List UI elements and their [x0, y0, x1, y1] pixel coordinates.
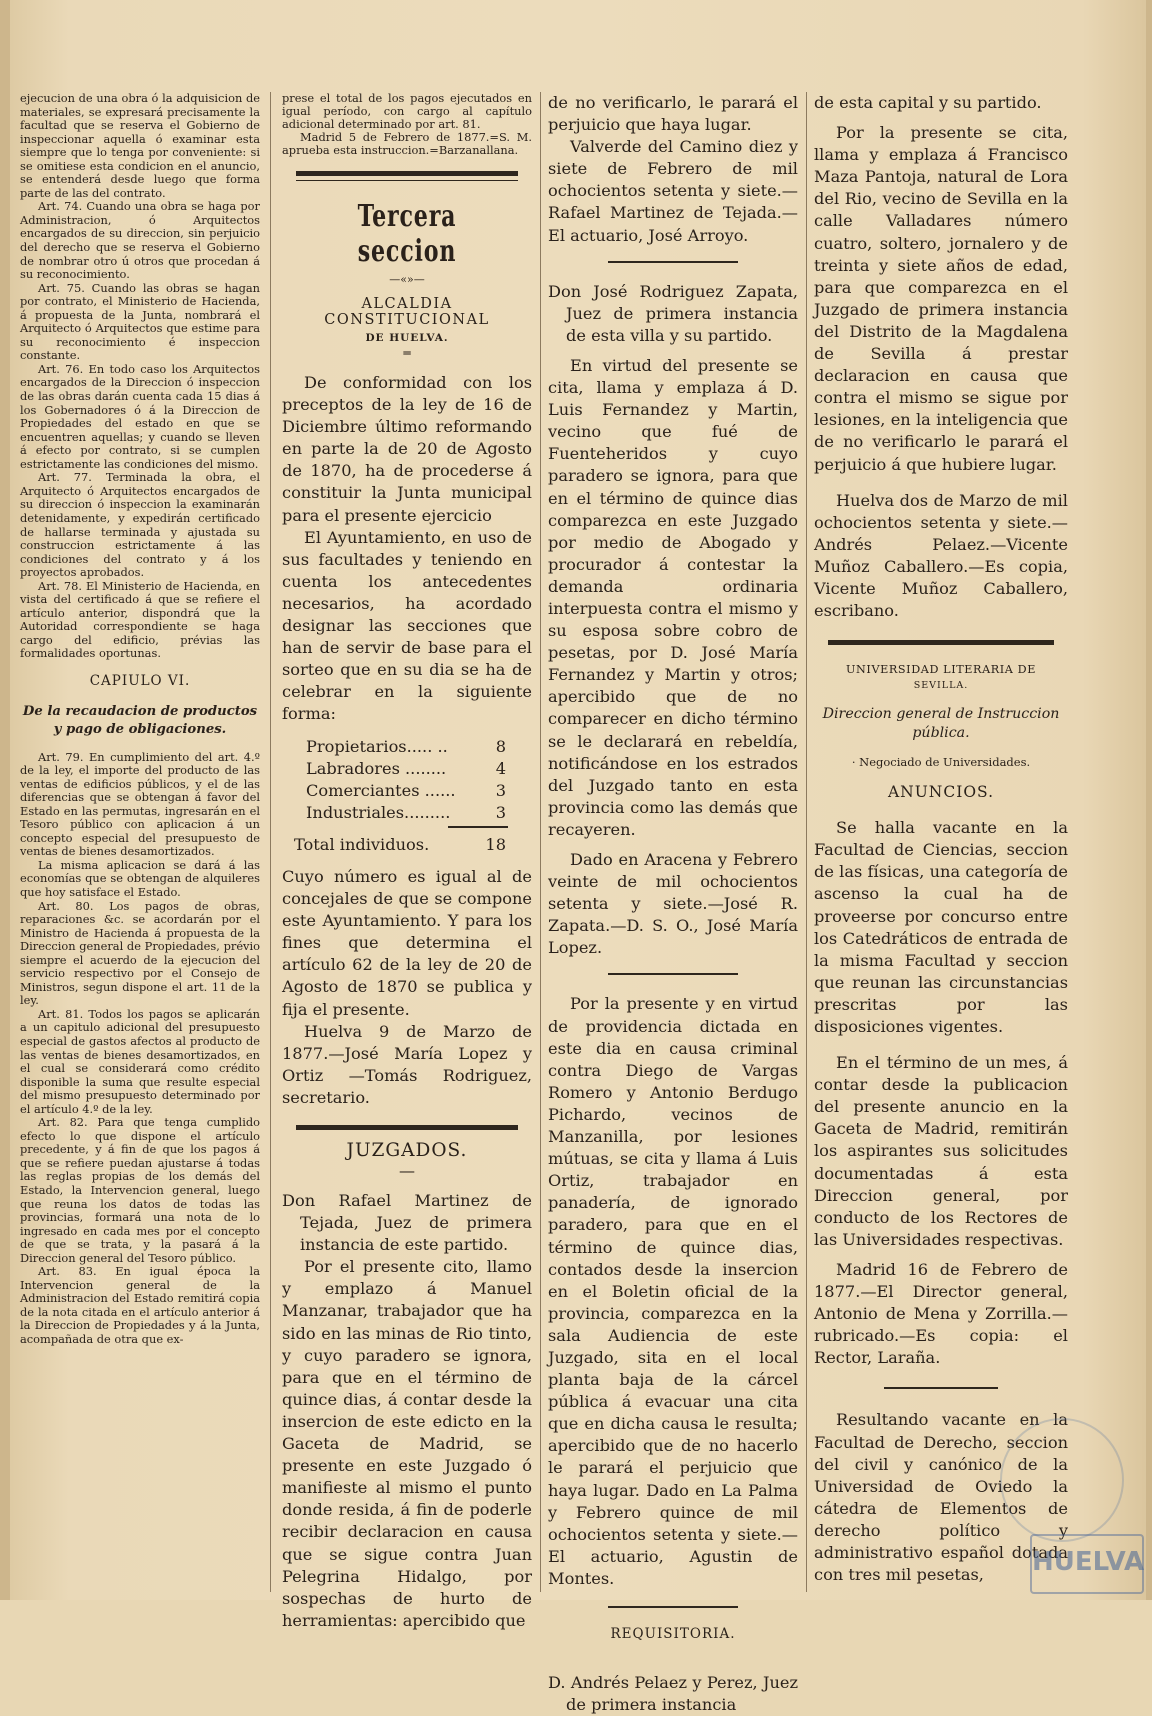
heading-direccion: Direccion general de Instruccion pública.	[822, 706, 1060, 742]
paragraph: Art. 75. Cuando las obras se hagan por contrato, el Ministerio de Hacienda, á propuesta de la Junta, nombrará el Arquitecto ó Arquitectos que estime para su reconocimiento é inspeccion constante.	[20, 280, 260, 363]
page-edge-right	[1146, 0, 1152, 1600]
paragraph: Huelva 9 de Marzo de 1877.—José María Lopez y Ortiz —Tomás Rodriguez, secretario.	[282, 1021, 532, 1107]
column-rule	[806, 92, 807, 1592]
section-title: Tercera seccion	[357, 199, 457, 269]
paragraph: Por la presente se cita, llama y emplaza á Francisco Maza Pantoja, natural de Lora del Rio, vecino de Sevilla en la calle Valladares número cuatro, soltero, jornalero y de treinta y siete años de edad, para que comparezca en el Juzgado de primera instancia del Distrito de la Magdalena de Sevilla á prestar declaracion en causa que contra el mismo se sigue por lesiones, en la inteligencia que de no verificarlo le parará el perjuicio á que hubiere lugar.	[814, 123, 1068, 474]
separator-rule	[608, 973, 738, 975]
column-rule	[540, 92, 541, 1592]
heading-juzgados: JUZGADOS.	[346, 1140, 468, 1161]
separator-rule	[608, 261, 738, 263]
paragraph: Por la presente y en virtud de providencia dictada en este dia en causa criminal contra Diego de Vargas Romero y Antonio Berdugo Pichardo, vecinos de Manzanilla, por lesiones mútuas, se cita y llama á Luis Ortiz, trabajador en panadería, de ignorado paradero, para que en el término de quince dias, contados desde la insercion en el Boletin oficial de la provincia, comparezca en la sala Audiencia de este Juzgado, sita en el local planta baja de la cárcel pública á evacuar una cita que en dicha causa le resulta; apercibido que de no hacerlo le parará el perjuicio que haya lugar. Dado en La Palma y Febrero quince de mil ochocientos setenta y siete.—El actuario, Agustin de Montes.	[548, 994, 798, 1588]
section-rule	[296, 171, 518, 176]
paragraph: Por el presente cito, llamo y emplazo á Manuel Manzanar, trabajador que ha sido en las minas de Rio tinto, y cuyo paradero se ignora, para que en el término de quince dias, á contar desde la insercion de este edicto en la Gaceta de Madrid, se presente en este Juzgado ó manifieste al mismo el punto donde resida, á fin de poderle recibir declaracion en causa que se sigue contra Juan Pelegrina Hidalgo, por sospechas de hurto de herramientas: apercibido que	[282, 1257, 532, 1630]
row-label: Comerciantes ......	[306, 780, 456, 800]
paragraph: ejecucion de una obra ó la adquisicion de materiales, se expresará precisamente la facultad que se reserva el Gobierno de inspeccionar aquella ó examinar esta siempre que lo tenga por conveniente: si se omitiese esta condicion en el anuncio, se entenderá desde luego que forma parte de las del contrato.	[20, 91, 260, 200]
paragraph: En el término de un mes, á contar desde la publicacion del presente anuncio en la Gaceta de Madrid, remitirán los aspirantes sus solicitudes documentadas á esta Direccion general, por conducto de los Rectores de las Universidades respectivas.	[814, 1053, 1068, 1249]
paragraph: Resultando vacante en la Facultad de Derecho, seccion del civil y canónico de la Universidad de Oviedo la cátedra de Elementos de derecho político y administrativo español dotada con tres mil pesetas,	[814, 1410, 1068, 1585]
column-2	[282, 91, 532, 1630]
heading-anuncios: ANUNCIOS.	[887, 783, 995, 802]
section-rule	[828, 640, 1054, 645]
paragraph: Madrid 16 de Febrero de 1877.—El Director general, Antonio de Mena y Zorrilla.—rubricado.—Es copia: el Rector, Laraña.	[814, 1259, 1068, 1368]
paragraph: Cuyo número es igual al de concejales de que se compone este Ayuntamiento. Y para los fines que determina el artículo 62 de la ley de 20 de Agosto de 1870 se publica y fija el presente.	[282, 866, 532, 1019]
row-value: 8	[495, 736, 506, 756]
column-1	[20, 92, 260, 1592]
paragraph: La misma aplicacion se dará á las economías que se obtengan de alquileres que hoy satisface el Estado.	[20, 857, 260, 899]
section-rule-thin	[296, 180, 518, 181]
total-label: Total individuos.	[294, 834, 430, 854]
separator-rule	[608, 1606, 738, 1608]
paragraph: En virtud del presente se cita, llama y emplaza á D. Luis Fernandez y Martin, vecino que fué de Fuenteheridos y cuyo paradero se ignora, para que en el término de quince dias comparezca en este Juzgado por medio de Abogado y procurador á contestar la demanda ordinaria interpuesta contra el mismo y su esposa sobre cobro de pesetas, por D. José María Fernandez y Martin y otros; apercibido que de no comparecer en dicho término se le declarará en rebeldía, notificándose en los estrados del Juzgado tanto en esta provincia como las demás que recayeren.	[548, 355, 798, 839]
paragraph: de no verificarlo, le parará el perjuicio que haya lugar.	[548, 93, 798, 135]
signature: Madrid 5 de Febrero de 1877.=S. M. aprueba esta instruccion.=Barzanallana.	[282, 130, 532, 157]
chapter-title: De la recaudacion de productos y pago de obligaciones.	[22, 703, 258, 737]
separator: —	[399, 1161, 415, 1180]
chapter-heading: CAPIULO VI.	[89, 672, 191, 689]
paragraph: De conformidad con los preceptos de la ley de 16 de Diciembre último reformando en parte la de 20 de Agosto de 1870, ha de procederse á constituir la Junta municipal para el presente ejercicio	[282, 373, 532, 525]
heading-huelva: DE HUELVA.	[365, 332, 449, 344]
paragraph: Art. 81. Todos los pagos se aplicarán a un capitulo adicional del presupuesto especial de gastos afectos al producto de las ventas de bienes desamortizados, en el cual se considerará como crédito disponible la suma que resulte especial del mismo presupuesto determinado por el artículo 4.º de la ley.	[20, 1006, 260, 1116]
paragraph: Art. 82. Para que tenga cumplido efecto lo que dispone el artículo precedente, y á fin de que los pagos á que se refiere puedan ajustarse á todas las reglas propias de los demás del Estado, la Intervencion general, luego que reuna los datos de todas las provincias, formará una nota de lo ingresado en cada mes por el concepto de que se trata, y la pasará á la Direccion general del Tesoro público.	[20, 1115, 260, 1265]
judge-heading: D. Andrés Pelaez y Perez, Juez de primera instancia	[548, 1673, 798, 1715]
ornament: —«»—	[389, 273, 425, 286]
paragraph: Se halla vacante en la Facultad de Ciencias, seccion de las físicas, una categoría de ascenso la cual ha de proveerse por concurso entre los Catedráticos de entrada de la misma Facultad y seccion que reunan las circunstancias prescritas por las disposiciones vigentes.	[814, 818, 1068, 1036]
total-rule	[448, 826, 508, 828]
heading-requisitoria: REQUISITORIA.	[610, 1626, 736, 1642]
row-label: Propietarios..... ..	[306, 736, 448, 756]
row-value: 3	[495, 802, 506, 822]
table-row	[282, 758, 532, 780]
heading-alcaldia: ALCALDIA CONSTITUCIONAL	[324, 296, 490, 328]
heading-negociado: · Negociado de Universidades.	[851, 755, 1031, 770]
total-value: 18	[485, 834, 506, 854]
table-row	[282, 780, 532, 802]
paragraph: Art. 79. En cumplimiento del art. 4.º de la ley, el importe del producto de las ventas de edificios públicos, y el de las diferencias que se obtengan á favor del Estado en las permutas, ingresarán en el Tesoro público con aplicacion á un concepto especial del presupuesto de ventas de bienes desamortizados.	[20, 749, 260, 859]
row-label: Labradores ........	[306, 758, 447, 778]
paragraph: Dado en Aracena y Febrero veinte de mil ochocientos setenta y siete.—José R. Zapata.—D. S. O., José María Lopez.	[548, 850, 798, 958]
separator: ═	[403, 346, 411, 360]
section-rule	[296, 1125, 518, 1130]
separator-rule	[884, 1387, 998, 1389]
paragraph: Huelva dos de Marzo de mil ochocientos setenta y siete.—Andrés Pelaez.—Vicente Muñoz Caballero.—Es copia, Vicente Muñoz Caballero, escribano.	[814, 490, 1068, 621]
library-stamp-ring	[1000, 1418, 1124, 1542]
row-value: 3	[495, 780, 506, 800]
column-4	[814, 92, 1068, 1592]
table-row	[282, 802, 532, 824]
paragraph: Art. 76. En todo caso los Arquitectos encargados de la Direccion ó inspeccion de las obras darán cuenta cada 15 dias á los Gobernadores ó á la Direccion de Propiedades del estado en que se encuentren aquellas; y cuando se lleven á efecto por contrato, si se cumplen estrictamente las condiciones del mismo.	[20, 361, 260, 471]
paragraph: Art. 78. El Ministerio de Hacienda, en vista del certificado á que se refiere el artículo anterior, dispondrá que la Autoridad correspondiente se haga cargo del edificio, prévias las formalidades oportunas.	[20, 578, 260, 661]
paragraph: Art. 80. Los pagos de obras, reparaciones &c. se acordarán por el Ministro de Hacienda á propuesta de la Direccion general de Propiedades, prévio siempre el acuerdo de la ejecucion del servicio respectivo por el Consejo de Ministros, segun dispone el art. 11 de la ley.	[20, 898, 260, 1008]
heading-university: UNIVERSIDAD LITERARIA DE	[846, 663, 1036, 677]
page-edge-left	[0, 0, 10, 1600]
table-row	[282, 736, 532, 758]
paragraph: Art. 77. Terminada la obra, el Arquitecto ó Arquitectos encargados de su direccion ó inspeccion la examinarán detenidamente, y expedirán certificado de hallarse terminada y ajustada su construccion estrictamente á las condiciones del contrato y á los proyectos aprobados.	[20, 470, 260, 580]
paragraph: prese el total de los pagos ejecutados en igual período, con cargo al capítulo adicional determinado por art. 81.	[282, 91, 532, 131]
row-value: 4	[495, 758, 506, 778]
row-label: Industriales.........	[306, 802, 451, 822]
table-total-row	[282, 834, 532, 856]
judge-heading: Don José Rodriguez Zapata, Juez de primera instancia de esta villa y su partido.	[548, 281, 798, 345]
heading-sevilla: SEVILLA.	[913, 680, 969, 692]
library-stamp: HUELVA	[1030, 1534, 1144, 1594]
column-3	[548, 92, 798, 1715]
paragraph: Art. 83. En igual época la Intervencion general de la Administracion del Estado remitirá copia de la nota citada en el artículo anterior á la Direccion de Propiedades y á la Junta, acompañada de otra que ex-	[20, 1264, 260, 1347]
sections-table	[282, 736, 532, 856]
judge-heading: Don Rafael Martinez de Tejada, Juez de primera instancia de este partido.	[282, 1191, 532, 1255]
paragraph: Valverde del Camino diez y siete de Febrero de mil ochocientos setenta y siete.—Rafael Martinez de Tejada.—El actuario, José Arroyo.	[548, 137, 798, 245]
paragraph: de esta capital y su partido.	[814, 93, 1042, 112]
paragraph: Art. 74. Cuando una obra se haga por Administracion, ó Arquitectos encargados de su direccion, sin perjuicio del derecho que se reserva el Gobierno de nombrar otro ú otros que procedan á su reconocimiento.	[20, 199, 260, 282]
column-rule	[270, 92, 271, 1592]
paragraph: El Ayuntamiento, en uso de sus facultades y teniendo en cuenta los antecedentes necesarios, ha acordado designar las secciones que han de servir de base para el sorteo que en su dia se ha de celebrar en la siguiente forma:	[282, 527, 532, 724]
